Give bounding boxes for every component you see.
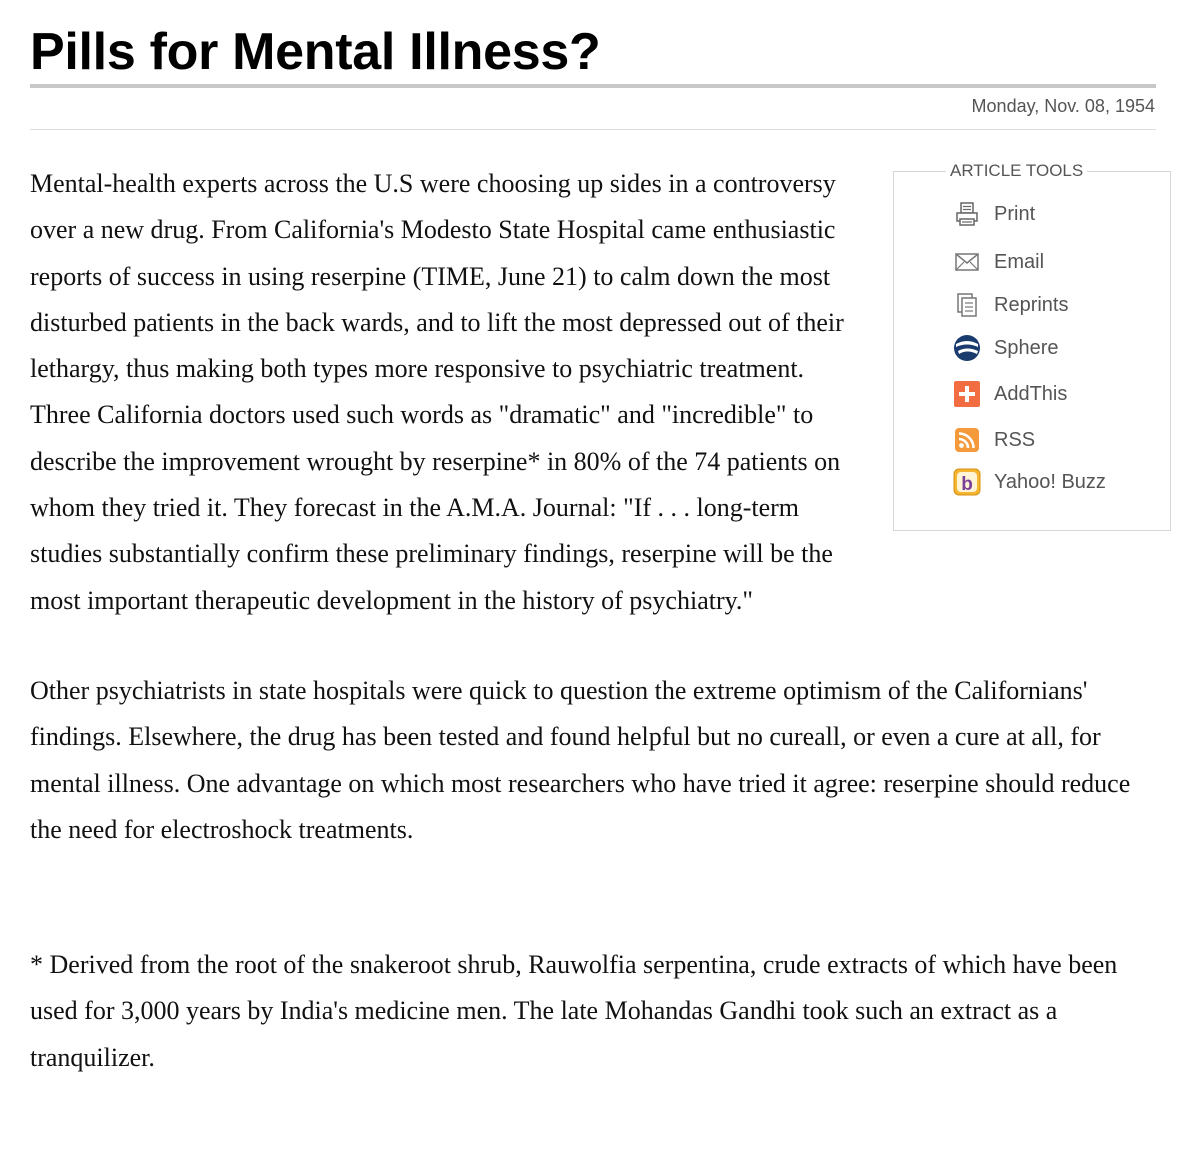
reprints-tool[interactable] bbox=[952, 290, 1068, 320]
article-tools-box bbox=[893, 161, 1171, 531]
svg-text:b: b bbox=[961, 474, 973, 495]
sphere-label: Sphere bbox=[994, 336, 1059, 359]
yahoo-buzz-tool[interactable] bbox=[952, 467, 1106, 497]
article-footnote: * Derived from the root of the snakeroot shrub, Rauwolfia serpentina, crude extracts of which have been used for 3,000 years by India's medicine men. The late Mohandas Gandhi took such an extract as a tranquilizer. bbox=[30, 950, 1118, 1072]
article-paragraph: Mental-health experts across the U.S were choosing up sides in a controversy over a new drug. From California's Modesto State Hospital came enthusiastic reports of success in using reserpine (TIME, June 21) to calm down the most disturbed patients in the back wards, and to lift the most depressed out of their lethargy, thus making both types more responsive to psychiatric treatment. Three California doctors used such words as "dramatic" and "incredible" to describe the improvement wrought by reserpine* in 80% of the 74 patients on whom they tried it. They forecast in the A.M.A. Journal: "If . . . long-term studies substantially confirm these preliminary findings, reserpine will be the most important therapeutic development in the history of psychiatry." bbox=[30, 169, 844, 615]
headline-divider bbox=[30, 84, 1156, 88]
yahoo-buzz-icon bbox=[952, 467, 982, 497]
rss-tool[interactable] bbox=[952, 425, 1035, 455]
sphere-tool[interactable] bbox=[952, 333, 1059, 363]
plus-icon bbox=[952, 379, 982, 409]
publication-date: Monday, Nov. 08, 1954 bbox=[971, 96, 1155, 116]
article-paragraph: Other psychiatrists in state hospitals were quick to question the extreme optimism of the Californians' findings. Elsewhere, the drug has been tested and found helpful but no cureall, or even a cure at all, for mental illness. One advantage on which most researchers who have tried it agree: reserpine should reduce the need for electroshock treatments. bbox=[30, 675, 1131, 844]
print-label: Print bbox=[994, 202, 1036, 225]
yahoo-buzz-label: Yahoo! Buzz bbox=[994, 470, 1106, 493]
rss-icon bbox=[952, 425, 982, 455]
email-tool[interactable] bbox=[952, 247, 1044, 277]
envelope-icon bbox=[952, 247, 982, 277]
sphere-icon bbox=[952, 333, 982, 363]
email-label: Email bbox=[994, 250, 1045, 273]
date-divider bbox=[30, 129, 1156, 130]
printer-icon bbox=[952, 199, 982, 229]
addthis-label: AddThis bbox=[994, 382, 1068, 405]
addthis-tool[interactable] bbox=[952, 379, 1067, 409]
documents-icon bbox=[952, 290, 982, 320]
rss-label: RSS bbox=[994, 428, 1036, 451]
article-tools-title: ARTICLE TOOLS bbox=[946, 161, 1087, 181]
reprints-label: Reprints bbox=[994, 293, 1069, 316]
article-body bbox=[30, 161, 1165, 1081]
print-tool[interactable] bbox=[952, 199, 1035, 229]
article-headline: Pills for Mental Illness? bbox=[30, 23, 601, 81]
